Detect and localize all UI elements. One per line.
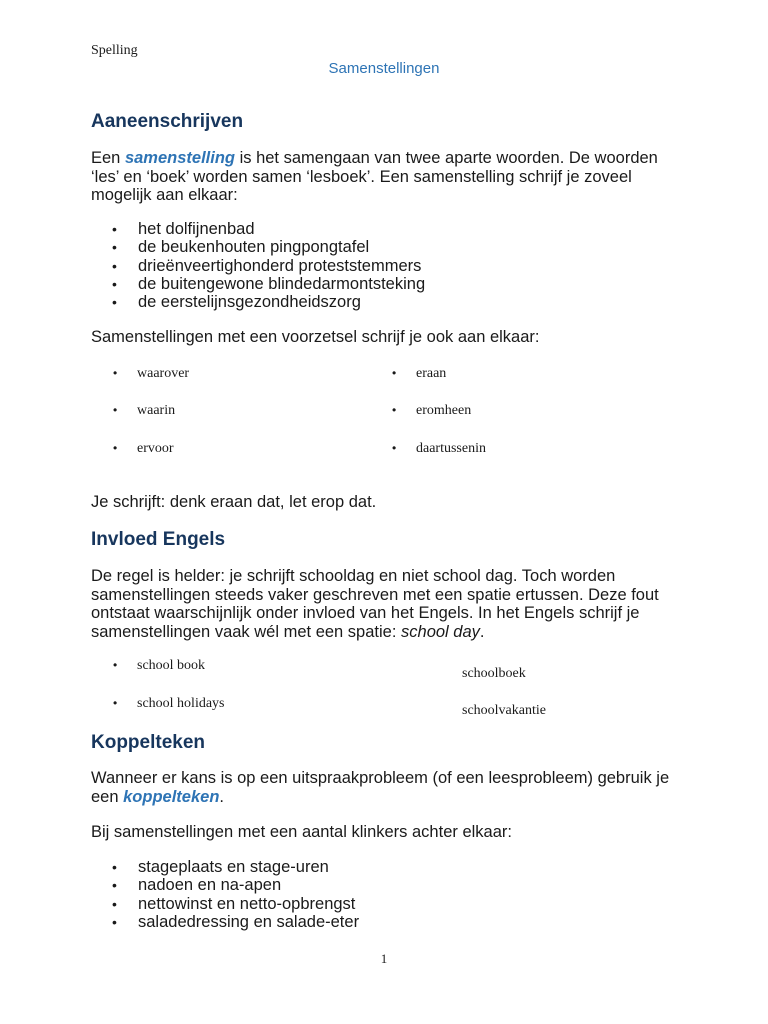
koppelteken-text-pre: Wanneer er kans is op een uitspraakprobleem (of een leesprobleem) gebruik je een xyxy=(91,769,670,806)
list-item: • stageplaats en stage-uren xyxy=(112,858,359,876)
header-label: Spelling xyxy=(91,43,138,58)
intro-paragraph xyxy=(91,149,681,205)
list-item: • de eerstelijnsgezondheidszorg xyxy=(112,293,425,311)
english-influence-paragraph xyxy=(91,567,681,641)
term-koppelteken: koppelteken xyxy=(123,787,220,806)
list-item: • het dolfijnenbad xyxy=(112,220,425,238)
dutch-item: schoolboek xyxy=(462,666,526,681)
intro-text-post: is het samengaan van twee aparte woorden. De woorden ‘les’ en ‘boek’ worden samen ‘lesboek’. Een samenstelling schrijf je zoveel mogelijk aan elkaar: xyxy=(91,149,658,204)
list-item: • drieënveertighonderd proteststemmers xyxy=(112,257,425,275)
hyphen-examples-list xyxy=(112,858,359,931)
english-text-pre: De regel is helder: je schrijft schooldag en niet school dag. Toch worden samenstellingen steeds vaker geschreven met een spatie ertussen. Deze fout ontstaat waarschijnlijk onder invloed van het Engels. In het Engels schrijf je samenstellingen vaak wél met een spatie: xyxy=(91,567,659,641)
intro-text-pre: Een xyxy=(91,149,125,167)
list-item: • nadoen en na-apen xyxy=(112,876,359,894)
document-title: Samenstellingen xyxy=(328,60,440,77)
dutch-item: schoolvakantie xyxy=(462,703,546,718)
list-item: • de buitengewone blindedarmontsteking xyxy=(112,275,425,293)
vowels-intro: Bij samenstellingen met een aantal klinkers achter elkaar: xyxy=(91,823,512,841)
list-item: • nettowinst en netto-opbrengst xyxy=(112,895,359,913)
examples-list xyxy=(112,220,425,311)
list-item: • saladedressing en salade-eter xyxy=(112,913,359,931)
term-samenstelling: samenstelling xyxy=(124,149,235,167)
heading-koppelteken: Koppelteken xyxy=(91,732,206,753)
heading-aaneenschrijven: Aaneenschrijven xyxy=(91,111,244,132)
list-item: • de beukenhouten pingpongtafel xyxy=(112,238,425,256)
heading-invloed-engels: Invloed Engels xyxy=(91,529,226,550)
prep-intro: Samenstellingen met een voorzetsel schrijf je ook aan elkaar: xyxy=(91,328,540,346)
koppelteken-text-post: . xyxy=(219,787,224,806)
english-text-post: . xyxy=(479,622,485,641)
example-school-day: school day xyxy=(401,622,480,641)
page-number: 1 xyxy=(380,951,388,966)
koppelteken-paragraph xyxy=(91,769,681,806)
conclusion-text: Je schrijft: denk eraan dat, let erop dat. xyxy=(91,493,377,511)
